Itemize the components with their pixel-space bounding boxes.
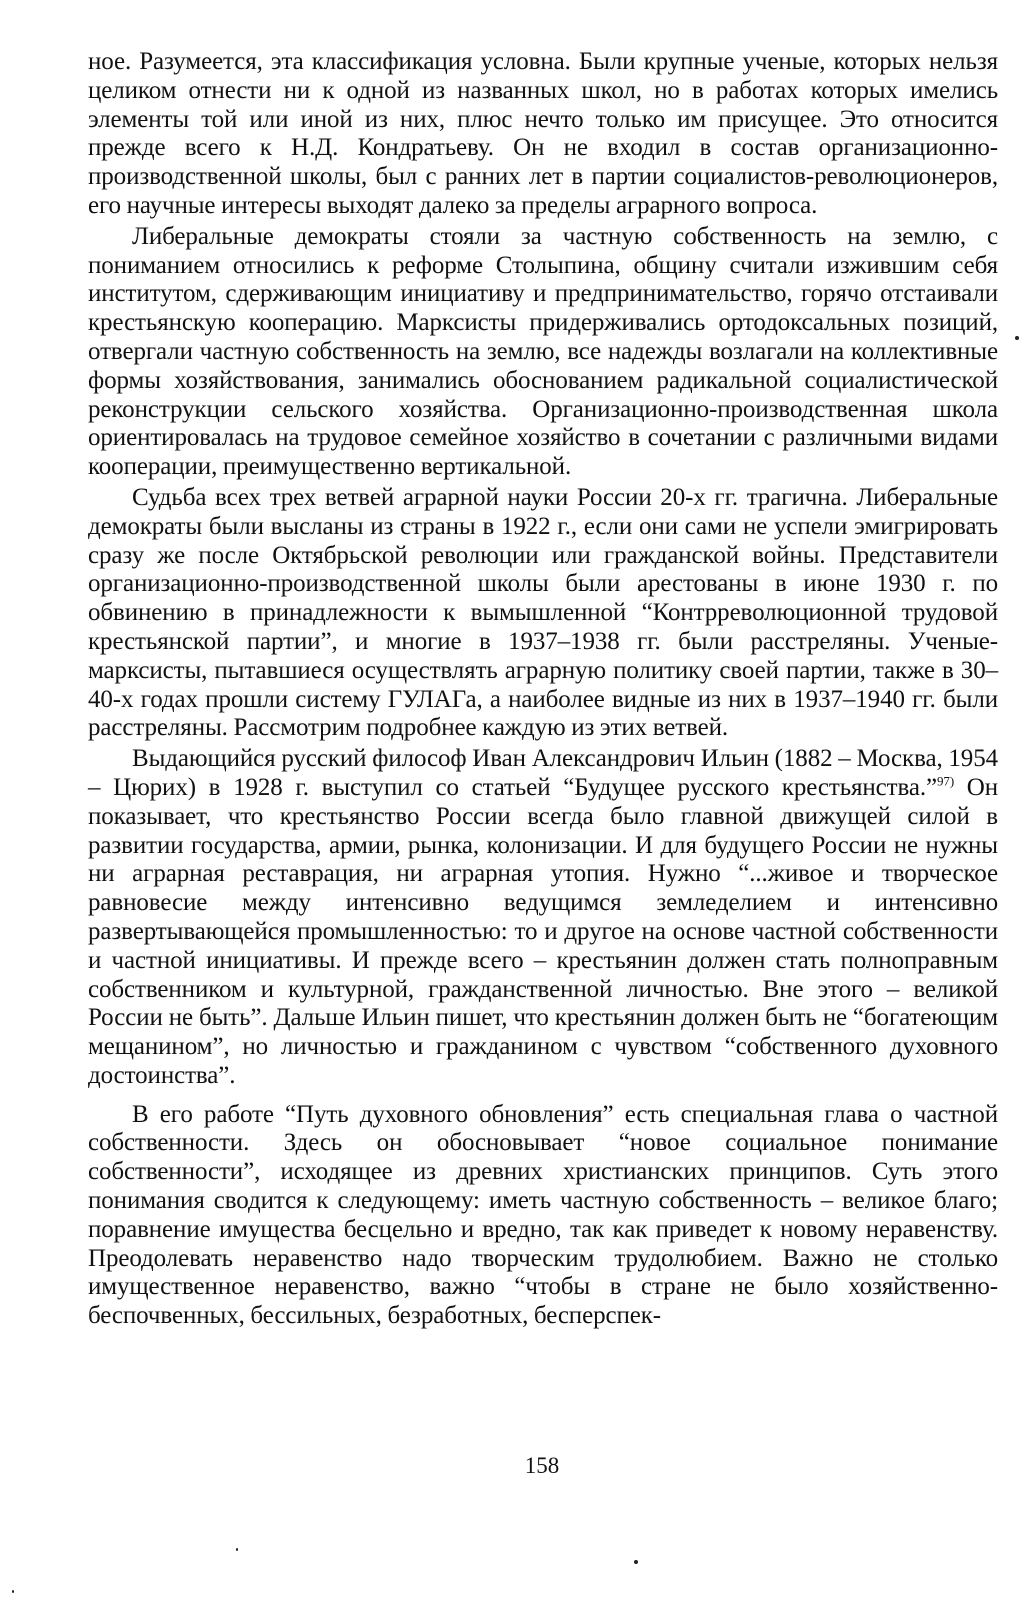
scan-speck	[1015, 336, 1019, 340]
paragraph-3: Судьба всех трех ветвей аграрной науки России 20-х гг. трагична. Либеральные демократы были высланы из страны в 1922 г., если они сами не успели эмигрировать сразу же после Октябрьской революции или гражданской войны. Представители организационно-производственной школы были арестованы в июне 1930 г. по обвинению в принадлежности к вымышленной “Контрреволюционной трудовой крестьянской партии”, и многие в 1937–1938 гг. были расстреляны. Ученые-марксисты, пытавшиеся осуществлять аграрную политику своей партии, также в 30–40-х годах прошли систему ГУЛАГа, а наиболее видные из них в 1937–1940 гг. были расстреляны. Рассмотрим подробнее каждую из этих ветвей.	[88, 483, 998, 742]
paragraph-1: ное. Разумеется, эта классификация условна. Были крупные ученые, которых нельзя целиком отнести ни к одной из названных школ, но в работах которых имелись элементы той или иной из них, плюс нечто только им присущее. Это относится прежде всего к Н.Д. Кондратьеву. Он не входил в состав организационно-производственной школы, был с ранних лет в партии социалистов-революционеров, его научные интересы выходят далеко за пределы аграрного вопроса.	[88, 48, 998, 219]
scan-speck	[634, 1560, 638, 1564]
scan-speck	[12, 1590, 14, 1593]
paragraph-2: Либеральные демократы стояли за частную собственность на землю, с пониманием относились к реформе Столыпина, общину считали изжившим себя институтом, сдерживающим инициативу и предпринимательство, горячо отстаивали крестьянскую кооперацию. Марксисты придерживались ортодоксальных позиций, отвергали частную собственность на землю, все надежды возлагали на коллективные формы хозяйствования, занимались обоснованием радикальной социалистической реконструкции сельского хозяйства. Организационно-производственная школа ориентировалась на трудовое семейное хозяйство в сочетании с различными видами кооперации, преимущественно вертикальной.	[88, 222, 998, 481]
scan-speck	[236, 1548, 238, 1551]
paragraph-4-text-before: Выдающийся русский философ Иван Александрович Ильин (1882 – Москва, 1954 – Цюрих) в 1928 г. выступил со статьей “Будущее русского крестьянства.”	[88, 745, 998, 801]
paragraph-4-text-after: Он показывает, что крестьянство России всегда было главной движущей силой в развитии государства, армии, рынка, колонизации. И для будущего России не нужны ни аграрная реставрация, ни аграрная утопия. Нужно “...живое и творческое равновесие между интенсивно ведущимся земледелием и интенсивно развертывающейся промышленностью: то и другое на основе частной собственности и частной инициативы. И прежде всего – крестьянин должен стать полноправным собственником и культурной, гражданственной личностью. Вне этого – великой России не быть”. Дальше Ильин пишет, что крестьянин должен быть не “богатеющим мещанином”, но личностью и гражданином с чувством “собственного духовного достоинства”.	[88, 773, 998, 1089]
paragraph-5: В его работе “Путь духовного обновления” есть специальная глава о частной собственности. Здесь он обосновывает “новое социальное понимание собственности”, исходящее из древних христианских принципов. Суть этого понимания сводится к следующему: иметь частную собственность – великое благо; поравнение имущества бесцельно и вредно, так как приведет к новому неравенству. Преодолевать неравенство надо творческим трудолюбием. Важно не столько имущественное неравенство, важно “чтобы в стране не было хозяйственно-беспочвенных, бессильных, безработных, бесперспек-	[88, 1100, 998, 1330]
page-body	[88, 48, 998, 1331]
paragraph-4	[88, 745, 998, 1091]
footnote-marker: 97)	[937, 773, 955, 789]
page-number: 158	[524, 1453, 560, 1478]
